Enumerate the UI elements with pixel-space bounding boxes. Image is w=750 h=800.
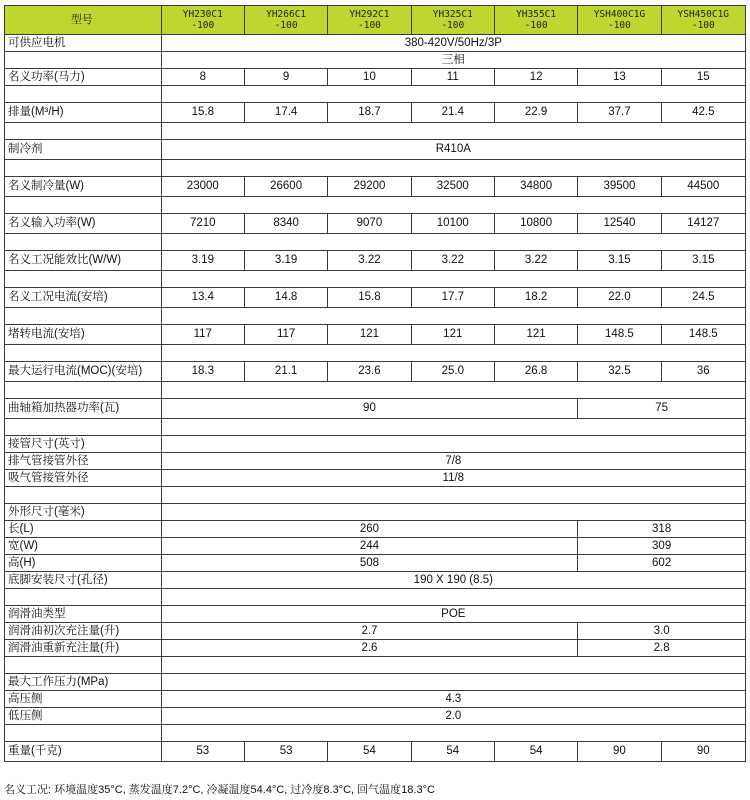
spec-value: 11/8 <box>161 470 745 487</box>
spec-label: 长(L) <box>5 521 162 538</box>
spacer-value-cell <box>161 271 745 288</box>
spacer-label-cell <box>5 382 162 399</box>
header-row <box>5 6 746 35</box>
spec-value: 32500 <box>411 177 494 197</box>
spacer-value-cell <box>161 657 745 674</box>
spec-value: 190 X 190 (8.5) <box>161 572 745 589</box>
spec-label <box>5 52 162 69</box>
spec-label: 吸气管接管外径 <box>5 470 162 487</box>
spec-value: 148.5 <box>578 325 661 345</box>
spec-row <box>5 640 746 657</box>
spec-value: 90 <box>661 742 745 762</box>
spec-value: 21.4 <box>411 103 494 123</box>
spec-label: 低压侧 <box>5 708 162 725</box>
spec-value: 121 <box>411 325 494 345</box>
spec-label: 重量(千克) <box>5 742 162 762</box>
spec-value: 26.8 <box>494 362 577 382</box>
spacer-label-cell <box>5 308 162 325</box>
spec-value: 37.7 <box>578 103 661 123</box>
spec-value: 90 <box>161 399 578 419</box>
spec-value: 318 <box>578 521 746 538</box>
spec-body <box>5 35 746 762</box>
spec-value: R410A <box>161 140 745 160</box>
spec-row <box>5 177 746 197</box>
spacer-row <box>5 234 746 251</box>
spec-value: 12 <box>494 69 577 86</box>
spec-value: 15.8 <box>161 103 244 123</box>
spec-value: 23.6 <box>328 362 411 382</box>
spec-value: 18.2 <box>494 288 577 308</box>
spacer-row <box>5 123 746 140</box>
spec-row <box>5 103 746 123</box>
spec-label: 润滑油重新充注量(升) <box>5 640 162 657</box>
spacer-value-cell <box>161 197 745 214</box>
spacer-label-cell <box>5 160 162 177</box>
spec-value: 3.15 <box>578 251 661 271</box>
spec-value: 22.0 <box>578 288 661 308</box>
spec-value: 17.7 <box>411 288 494 308</box>
spec-value: 三相 <box>161 52 745 69</box>
spec-value: 24.5 <box>661 288 745 308</box>
spacer-label-cell <box>5 234 162 251</box>
spec-label: 制冷剂 <box>5 140 162 160</box>
spec-row <box>5 436 746 453</box>
spacer-row <box>5 345 746 362</box>
spec-value <box>161 674 745 691</box>
spec-value: 7210 <box>161 214 244 234</box>
spec-label: 接管尺寸(英寸) <box>5 436 162 453</box>
spec-row <box>5 470 746 487</box>
spec-value: 10 <box>328 69 411 86</box>
spec-label: 外形尺寸(毫米) <box>5 504 162 521</box>
spec-row <box>5 325 746 345</box>
spec-label: 底脚安装尺寸(孔径) <box>5 572 162 589</box>
spec-value: 2.0 <box>161 708 745 725</box>
spec-value: 3.19 <box>244 251 327 271</box>
spec-value: 11 <box>411 69 494 86</box>
spacer-label-cell <box>5 419 162 436</box>
spec-value: 39500 <box>578 177 661 197</box>
spec-row <box>5 555 746 572</box>
spec-value: 36 <box>661 362 745 382</box>
spec-label: 高压侧 <box>5 691 162 708</box>
model-name: YH266C1 -100 <box>244 6 327 35</box>
spec-value: 3.19 <box>161 251 244 271</box>
spacer-value-cell <box>161 234 745 251</box>
spec-value: 117 <box>161 325 244 345</box>
spec-value: 9070 <box>328 214 411 234</box>
spec-label: 堵转电流(安培) <box>5 325 162 345</box>
spacer-label-cell <box>5 345 162 362</box>
spec-value: 9 <box>244 69 327 86</box>
spec-row <box>5 572 746 589</box>
model-name: YH325C1 -100 <box>411 6 494 35</box>
spec-value: 18.7 <box>328 103 411 123</box>
spacer-row <box>5 271 746 288</box>
spec-value <box>161 504 745 521</box>
spec-row <box>5 288 746 308</box>
spec-value: 14127 <box>661 214 745 234</box>
spec-value: 54 <box>411 742 494 762</box>
spec-value: 21.1 <box>244 362 327 382</box>
spec-row <box>5 251 746 271</box>
spec-value: 148.5 <box>661 325 745 345</box>
spec-label: 润滑油初次充注量(升) <box>5 623 162 640</box>
spec-table <box>4 5 746 762</box>
spacer-label-cell <box>5 657 162 674</box>
spec-row <box>5 708 746 725</box>
spec-value: 44500 <box>661 177 745 197</box>
spec-value: 602 <box>578 555 746 572</box>
spec-value: 22.9 <box>494 103 577 123</box>
spacer-row <box>5 487 746 504</box>
spec-row <box>5 742 746 762</box>
spec-value: 244 <box>161 538 578 555</box>
spec-label: 名义工况能效比(W/W) <box>5 251 162 271</box>
spacer-label-cell <box>5 487 162 504</box>
spec-value: 3.22 <box>411 251 494 271</box>
spec-value: 309 <box>578 538 746 555</box>
spec-value: 260 <box>161 521 578 538</box>
spacer-row <box>5 86 746 103</box>
spec-value: 42.5 <box>661 103 745 123</box>
spacer-value-cell <box>161 419 745 436</box>
spec-row <box>5 35 746 52</box>
spec-label: 名义制冷量(W) <box>5 177 162 197</box>
spec-value: 15 <box>661 69 745 86</box>
spacer-value-cell <box>161 487 745 504</box>
spacer-row <box>5 725 746 742</box>
spec-value: 10100 <box>411 214 494 234</box>
spec-row <box>5 52 746 69</box>
spec-value: 53 <box>161 742 244 762</box>
spec-value: 90 <box>578 742 661 762</box>
spec-value: 26600 <box>244 177 327 197</box>
spec-label: 名义工况电流(安培) <box>5 288 162 308</box>
spec-label: 曲轴箱加热器功率(瓦) <box>5 399 162 419</box>
spec-row <box>5 538 746 555</box>
spec-value: 3.0 <box>578 623 746 640</box>
spec-label: 名义功率(马力) <box>5 69 162 86</box>
spec-row <box>5 606 746 623</box>
spacer-value-cell <box>161 589 745 606</box>
spec-label: 排气管接管外径 <box>5 453 162 470</box>
model-header-label: 型号 <box>5 6 162 35</box>
spacer-row <box>5 419 746 436</box>
spec-row <box>5 140 746 160</box>
spec-value: 380-420V/50Hz/3P <box>161 35 745 52</box>
spec-value: 13.4 <box>161 288 244 308</box>
spacer-row <box>5 657 746 674</box>
spec-value: 8340 <box>244 214 327 234</box>
spec-label: 排量(M³/H) <box>5 103 162 123</box>
spec-value: 14.8 <box>244 288 327 308</box>
spec-row <box>5 504 746 521</box>
spacer-row <box>5 197 746 214</box>
spec-value: 117 <box>244 325 327 345</box>
spacer-label-cell <box>5 86 162 103</box>
spec-row <box>5 691 746 708</box>
spec-value <box>161 436 745 453</box>
model-name: YH355C1 -100 <box>494 6 577 35</box>
spec-value: 12540 <box>578 214 661 234</box>
spec-value: 75 <box>578 399 746 419</box>
spec-label: 高(H) <box>5 555 162 572</box>
spec-value: 32.5 <box>578 362 661 382</box>
spec-value: 10800 <box>494 214 577 234</box>
spec-value: 2.6 <box>161 640 578 657</box>
spec-label: 可供应电机 <box>5 35 162 52</box>
spec-value: POE <box>161 606 745 623</box>
footnote: 名义工况: 环境温度35°C, 蒸发温度7.2°C, 冷凝温度54.4°C, 过冷度8.3°C, 回气温度18.3°C <box>4 784 435 796</box>
spec-value: 18.3 <box>161 362 244 382</box>
spec-value: 29200 <box>328 177 411 197</box>
spec-value: 54 <box>494 742 577 762</box>
spec-row <box>5 521 746 538</box>
spec-value: 508 <box>161 555 578 572</box>
spacer-label-cell <box>5 197 162 214</box>
spec-row <box>5 69 746 86</box>
spec-value: 25.0 <box>411 362 494 382</box>
model-name: YSH450C1G -100 <box>661 6 745 35</box>
spacer-value-cell <box>161 160 745 177</box>
spec-value: 2.8 <box>578 640 746 657</box>
spec-value: 8 <box>161 69 244 86</box>
spec-row <box>5 623 746 640</box>
spec-value: 53 <box>244 742 327 762</box>
model-name: YSH400C1G -100 <box>578 6 661 35</box>
spec-value: 121 <box>494 325 577 345</box>
spacer-label-cell <box>5 725 162 742</box>
spacer-label-cell <box>5 271 162 288</box>
spec-value: 54 <box>328 742 411 762</box>
spacer-value-cell <box>161 86 745 103</box>
spec-row <box>5 214 746 234</box>
spec-row <box>5 453 746 470</box>
spacer-value-cell <box>161 345 745 362</box>
spec-value: 13 <box>578 69 661 86</box>
spacer-value-cell <box>161 123 745 140</box>
spec-label: 名义输入功率(W) <box>5 214 162 234</box>
spec-row <box>5 674 746 691</box>
spec-label: 最大运行电流(MOC)(安培) <box>5 362 162 382</box>
spec-label: 润滑油类型 <box>5 606 162 623</box>
spec-value: 23000 <box>161 177 244 197</box>
spec-value: 34800 <box>494 177 577 197</box>
spacer-row <box>5 589 746 606</box>
spacer-row <box>5 382 746 399</box>
spec-label: 宽(W) <box>5 538 162 555</box>
spacer-row <box>5 308 746 325</box>
model-name: YH292C1 -100 <box>328 6 411 35</box>
spacer-value-cell <box>161 308 745 325</box>
spacer-label-cell <box>5 123 162 140</box>
spec-value: 17.4 <box>244 103 327 123</box>
spec-value: 7/8 <box>161 453 745 470</box>
spec-value: 3.22 <box>328 251 411 271</box>
spec-value: 2.7 <box>161 623 578 640</box>
model-name: YH230C1 -100 <box>161 6 244 35</box>
spec-value: 15.8 <box>328 288 411 308</box>
spacer-value-cell <box>161 382 745 399</box>
spec-value: 4.3 <box>161 691 745 708</box>
spec-value: 121 <box>328 325 411 345</box>
spacer-label-cell <box>5 589 162 606</box>
spec-row <box>5 362 746 382</box>
spec-row <box>5 399 746 419</box>
spec-value: 3.15 <box>661 251 745 271</box>
spec-value: 3.22 <box>494 251 577 271</box>
spacer-row <box>5 160 746 177</box>
spacer-value-cell <box>161 725 745 742</box>
spec-label: 最大工作压力(MPa) <box>5 674 162 691</box>
